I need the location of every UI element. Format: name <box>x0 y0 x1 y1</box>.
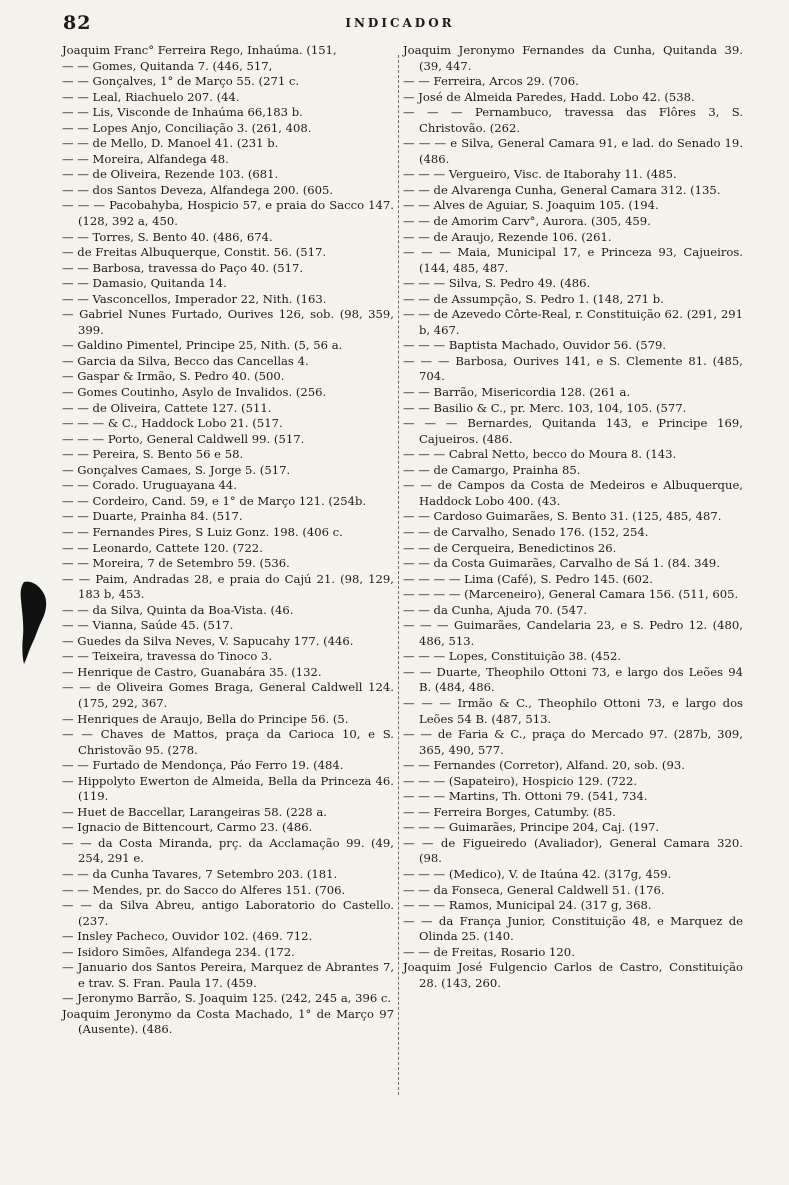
directory-entry: Joaquim José Fulgencio Carlos de Castro, Constituição 28. (143, 260. <box>403 960 743 990</box>
directory-entry: — — — Silva, S. Pedro 49. (486. <box>403 276 591 291</box>
directory-entry: — — Vianna, Saúde 45. (517. <box>62 618 234 633</box>
directory-entry: Joaquim Jeronymo Fernandes da Cunha, Quitanda 39. (39, 447. <box>403 43 743 73</box>
directory-entry: — — — Baptista Machado, Ouvidor 56. (579. <box>403 338 667 353</box>
directory-entry: — — Moreira, Alfandega 48. <box>62 151 229 166</box>
directory-entry: — — de Oliveira Gomes Braga, General Caldwell 124. (175, 292, 367. <box>62 680 394 710</box>
directory-entry: — — — (Medico), V. de Itaúna 42. (317g, 459. <box>403 866 672 881</box>
directory-entry: — — — Lopes, Constituição 38. (452. <box>403 649 622 664</box>
directory-entry: — — dos Santos Deveza, Alfandega 200. (605. <box>62 182 334 197</box>
directory-entry: — — — Irmão & C., Theophilo Ottoni 73, e largo dos Leões 54 B. (487, 513. <box>403 695 743 726</box>
directory-entry: — — de Cerqueira, Benedictinos 26. <box>403 540 617 555</box>
directory-entry: — Henriques de Araujo, Bella do Principe 56. (5. <box>62 711 349 726</box>
directory-entry: — — Duarte, Prainha 84. (517. <box>62 509 243 524</box>
directory-entry: — — Furtado de Mendonça, Páo Ferro 19. (484. <box>62 758 344 773</box>
page-title: INDICADOR <box>345 16 455 30</box>
directory-entry: — — — (Sapateiro), Hospicio 129. (722. <box>403 773 638 788</box>
directory-entry: — — Gomes, Quitanda 7. (446, 517, <box>62 58 273 73</box>
directory-entry: — — da Costa Miranda, prç. da Acclamação 99. (49, 254, 291 e. <box>62 835 394 866</box>
directory-entry: — — da Cunha, Ajuda 70. (547. <box>403 602 588 617</box>
directory-entry: — Huet de Baccellar, Larangeiras 58. (228 a. <box>62 804 327 819</box>
directory-entry: — Gaspar & Irmão, S. Pedro 40. (500. <box>62 369 285 384</box>
directory-entry: — — — Vergueiro, Visc. de Itaborahy 11. (485. <box>403 167 677 182</box>
directory-entry: — — Chaves de Mattos, praça da Carioca 10, e S. Christovão 95. (278. <box>62 727 394 757</box>
directory-entry: — — de Freitas, Rosario 120. <box>403 944 575 959</box>
directory-entry: — — Lis, Visconde de Inhaúma 66,183 b. <box>62 105 303 120</box>
directory-entry: — Galdino Pimentel, Principe 25, Nith. (5, 56 a. <box>62 338 343 353</box>
directory-entry: — — — — (Marceneiro), General Camara 156. (511, 605. <box>403 587 739 602</box>
directory-entry: — — — e Silva, General Camara 91, e lad. do Senado 19. (486. <box>403 136 743 166</box>
right-column <box>403 43 743 991</box>
directory-entry: — — Barrão, Misericordia 128. (261 a. <box>403 385 631 400</box>
directory-entry: — Guedes da Silva Neves, V. Sapucahy 177. (446. <box>62 633 354 648</box>
directory-entry: — Isidoro Simões, Alfandega 234. (172. <box>62 944 295 959</box>
directory-entry: — — Mendes, pr. do Sacco do Alferes 151. (706. <box>62 882 346 897</box>
directory-entry: — Gomes Coutinho, Asylo de Invalidos. (256. <box>62 385 327 400</box>
directory-entry: — — da Cunha Tavares, 7 Setembro 203. (181. <box>62 866 338 881</box>
directory-entry: — — — Bernardes, Quitanda 143, e Principe 169, Cajueiros. (486. <box>403 416 743 446</box>
column-divider <box>398 55 399 1095</box>
directory-entry: — — Ferreira, Arcos 29. (706. <box>403 74 579 89</box>
directory-entry: — — de Oliveira, Rezende 103. (681. <box>62 167 279 182</box>
directory-entry: — — de Camargo, Prainha 85. <box>403 462 581 477</box>
directory-entry: — Jeronymo Barrão, S. Joaquim 125. (242, 245 a, 396 c. <box>62 991 392 1006</box>
directory-entry: — — — Maia, Municipal 17, e Princeza 93, Cajueiros. (144, 485, 487. <box>403 245 743 275</box>
directory-entry: — Ignacio de Bittencourt, Carmo 23. (486. <box>62 820 313 835</box>
directory-entry: — Januario dos Santos Pereira, Marquez de Abrantes 7, e trav. S. Fran. Paula 17. (459. <box>62 960 394 990</box>
directory-entry: — — — Guimarães, Principe 204, Caj. (197. <box>403 820 660 835</box>
directory-entry: Joaquim Franc° Ferreira Rego, Inhaúma. (151, <box>62 43 337 57</box>
directory-entry: — Hippolyto Ewerton de Almeida, Bella da Princeza 46. (119. <box>62 773 394 804</box>
directory-entry: — Gonçalves Camaes, S. Jorge 5. (517. <box>62 462 291 477</box>
directory-entry: — — Paim, Andradas 28, e praia do Cajú 21. (98, 129, 183 b, 453. <box>62 571 394 602</box>
directory-entry: — — — Guimarães, Candelaria 23, e S. Pedro 12. (480, 486, 513. <box>403 618 743 648</box>
directory-entry: — — Pereira, S. Bento 56 e 58. <box>62 447 244 462</box>
directory-entry: — — de Alvarenga Cunha, General Camara 312. (135. <box>403 182 721 197</box>
directory-entry: — — de Faria & C., praça do Mercado 97. (287b, 309, 365, 490, 577. <box>403 727 743 757</box>
directory-entry: — — — Martins, Th. Ottoni 79. (541, 734. <box>403 789 648 804</box>
directory-entry: — Garcia da Silva, Becco das Cancellas 4. <box>62 353 309 368</box>
directory-entry: — José de Almeida Paredes, Hadd. Lobo 42. (538. <box>403 89 695 104</box>
directory-entry: — — Barbosa, travessa do Paço 40. (517. <box>62 260 304 275</box>
directory-entry: — — Gonçalves, 1° de Março 55. (271 c. <box>62 74 300 89</box>
page-header <box>55 12 745 38</box>
directory-entry: — — da Silva Abreu, antigo Laboratorio do Castello. (237. <box>62 898 394 928</box>
directory-entry: — — Alves de Aguiar, S. Joaquim 105. (194. <box>403 198 659 213</box>
left-column <box>62 43 394 1038</box>
directory-entry: — — da Costa Guimarães, Carvalho de Sá 1. (84. 349. <box>403 556 720 571</box>
directory-entry: — — — — Lima (Café), S. Pedro 145. (602. <box>403 571 653 586</box>
directory-entry: — — — Cabral Netto, becco do Moura 8. (143. <box>403 447 677 462</box>
directory-entry: Joaquim Jeronymo da Costa Machado, 1° de Março 97 (Ausente). (486. <box>62 1006 394 1037</box>
directory-entry: — — de Amorim Carv°, Aurora. (305, 459. <box>403 214 651 229</box>
directory-entry: — — — Ramos, Municipal 24. (317 g, 368. <box>403 898 652 913</box>
directory-entry: — — Leonardo, Cattete 120. (722. <box>62 540 263 555</box>
directory-entry: — — de Carvalho, Senado 176. (152, 254. <box>403 524 649 539</box>
directory-entry: — — de Assumpção, S. Pedro 1. (148, 271 b. <box>403 291 664 306</box>
directory-entry: — — da França Junior, Constituição 48, e Marquez de Olinda 25. (140. <box>403 913 743 944</box>
directory-entry: — — Damasio, Quitanda 14. <box>62 276 227 291</box>
directory-entry: — — Lopes Anjo, Conciliação 3. (261, 408. <box>62 120 312 135</box>
directory-entry: — — Fernandes (Corretor), Alfand. 20, sob. (93. <box>403 758 685 773</box>
directory-entry: — de Freitas Albuquerque, Constit. 56. (517. <box>62 245 327 260</box>
directory-entry: — — de Figueiredo (Avaliador), General Camara 320. (98. <box>403 835 743 866</box>
directory-entry: — — Corado. Uruguayana 44. <box>62 478 237 493</box>
directory-entry: — — Fernandes Pires, S Luiz Gonz. 198. (406 c. <box>62 524 343 539</box>
directory-entry: — — Torres, S. Bento 40. (486, 674. <box>62 229 273 244</box>
directory-entry: — — Leal, Riachuelo 207. (44. <box>62 89 240 104</box>
page-number: 82 <box>63 12 92 34</box>
directory-entry: — — da Fonseca, General Caldwell 51. (176. <box>403 882 665 897</box>
directory-entry: — — de Campos da Costa de Medeiros e Albuquerque, Haddock Lobo 400. (43. <box>403 478 743 508</box>
directory-entry: — — — Pernambuco, travessa das Flôres 3, S. Christovão. (262. <box>403 105 743 135</box>
directory-entry: — — Ferreira Borges, Catumby. (85. <box>403 804 616 819</box>
directory-entry: — — Moreira, 7 de Setembro 59. (536. <box>62 556 290 571</box>
directory-entry: — — Duarte, Theophilo Ottoni 73, e largo dos Leões 94 B. (484, 486. <box>403 664 743 695</box>
directory-entry: — — de Mello, D. Manoel 41. (231 b. <box>62 136 279 151</box>
directory-entry: — — — Barbosa, Ourives 141, e S. Clemente 81. (485, 704. <box>403 353 743 384</box>
directory-entry: — — de Oliveira, Cattete 127. (511. <box>62 400 272 415</box>
directory-entry: — — Vasconcellos, Imperador 22, Nith. (163. <box>62 291 327 306</box>
directory-entry: — — — Pacobahyba, Hospicio 57, e praia do Sacco 147. (128, 392 a, 450. <box>62 198 394 229</box>
directory-entry: — — da Silva, Quinta da Boa-Vista. (46. <box>62 602 294 617</box>
directory-entry: — — — & C., Haddock Lobo 21. (517. <box>62 416 283 431</box>
directory-entry: — — — Porto, General Caldwell 99. (517. <box>62 431 305 446</box>
ink-blot-mark <box>18 578 52 668</box>
directory-entry: — — de Azevedo Côrte-Real, r. Constituição 62. (291, 291 b, 467. <box>403 307 743 337</box>
directory-entry: — Henrique de Castro, Guanabára 35. (132. <box>62 664 322 679</box>
directory-entry: — — Cordeiro, Cand. 59, e 1° de Março 121. (254b. <box>62 493 367 508</box>
directory-entry: — — Teixeira, travessa do Tinoco 3. <box>62 649 273 664</box>
directory-entry: — — Basilio & C., pr. Merc. 103, 104, 105. (577. <box>403 400 687 415</box>
directory-entry: — — de Araujo, Rezende 106. (261. <box>403 229 612 244</box>
directory-entry: — Insley Pacheco, Ouvidor 102. (469. 712. <box>62 929 313 944</box>
directory-entry: — — Cardoso Guimarães, S. Bento 31. (125, 485, 487. <box>403 509 722 524</box>
directory-entry: — Gabriel Nunes Furtado, Ourives 126, sob. (98, 359, 399. <box>62 307 394 337</box>
